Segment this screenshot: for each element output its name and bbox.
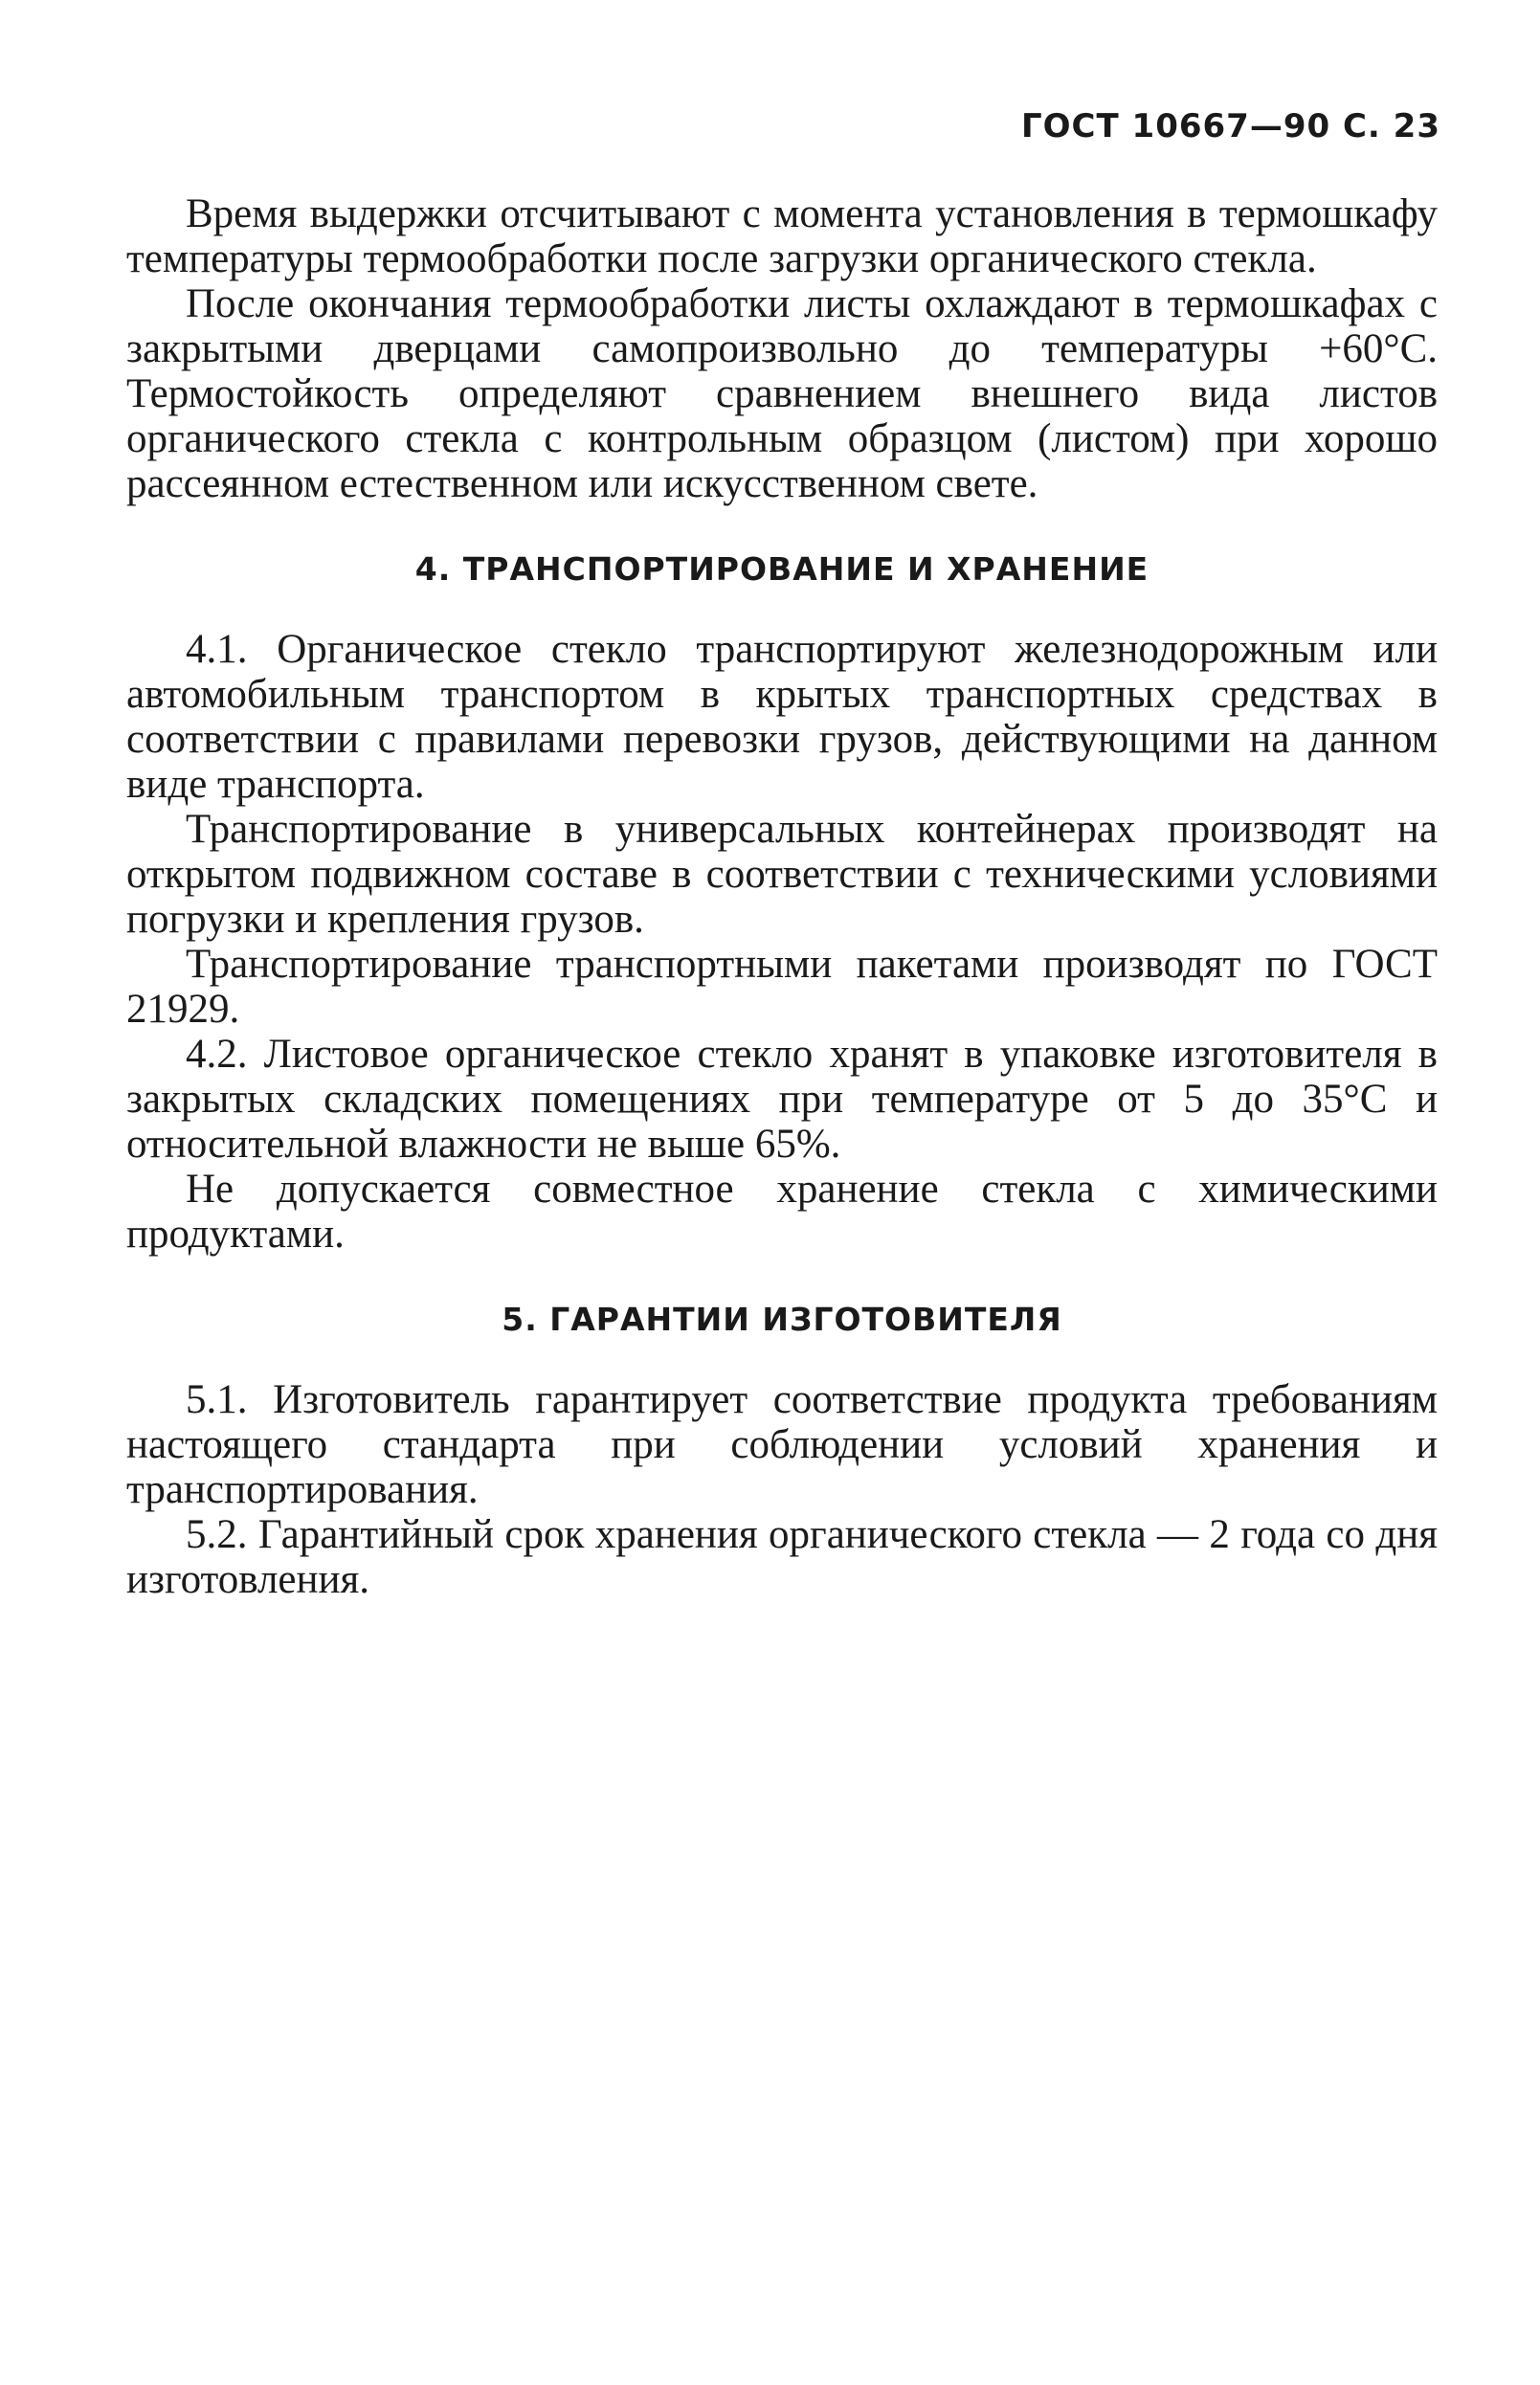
- paragraph-packages: Транспортирование транспортными пакетами производят по ГОСТ 21929.: [126, 942, 1438, 1032]
- paragraph-5-2: 5.2. Гарантийный срок хранения органического стекла — 2 года со дня изготовления.: [126, 1512, 1438, 1602]
- section-5-title: 5. ГАРАНТИИ ИЗГОТОВИТЕЛЯ: [502, 1301, 1062, 1338]
- page-header: ГОСТ 10667—90 С. 23: [1020, 107, 1440, 145]
- document-body: [126, 191, 1438, 1602]
- section-4-title: 4. ТРАНСПОРТИРОВАНИЕ И ХРАНЕНИЕ: [414, 550, 1149, 588]
- paragraph-4-2: 4.2. Листовое органическое стекло хранят в упаковке изготовителя в закрытых складских помещениях при температуре от 5 до 35°С и относительной влажности не выше 65%.: [126, 1032, 1438, 1167]
- paragraph-containers: Транспортирование в универсальных контейнерах производят на открытом подвижном составе в соответствии с техническими условиями погрузки и крепления грузов.: [126, 807, 1438, 942]
- paragraph-4-1: 4.1. Органическое стекло транспортируют железнодорожным или автомобильным транспортом в крытых транспортных средствах в соответствии с правилами перевозки грузов, действующими на данном виде транспорта.: [126, 627, 1438, 807]
- paragraph-storage-restriction: Не допускается совместное хранение стекла с химическими продуктами.: [126, 1167, 1438, 1257]
- paragraph-holding-time: Время выдержки отсчитывают с момента установления в термошкафу температуры термообработки после загрузки органического стекла.: [126, 191, 1438, 281]
- paragraph-cooling: После окончания термообработки листы охлаждают в термошкафах с закрытыми дверцами самопроизвольно до температуры +60°С. Термостойкость определяют сравнением внешнего вида листов органического стекла с контрольным образцом (листом) при хорошо рассеянном естественном или искусственном свете.: [126, 281, 1438, 506]
- paragraph-5-1: 5.1. Изготовитель гарантирует соответствие продукта требованиям настоящего стандарта при соблюдении условий хранения и транспортирования.: [126, 1377, 1438, 1512]
